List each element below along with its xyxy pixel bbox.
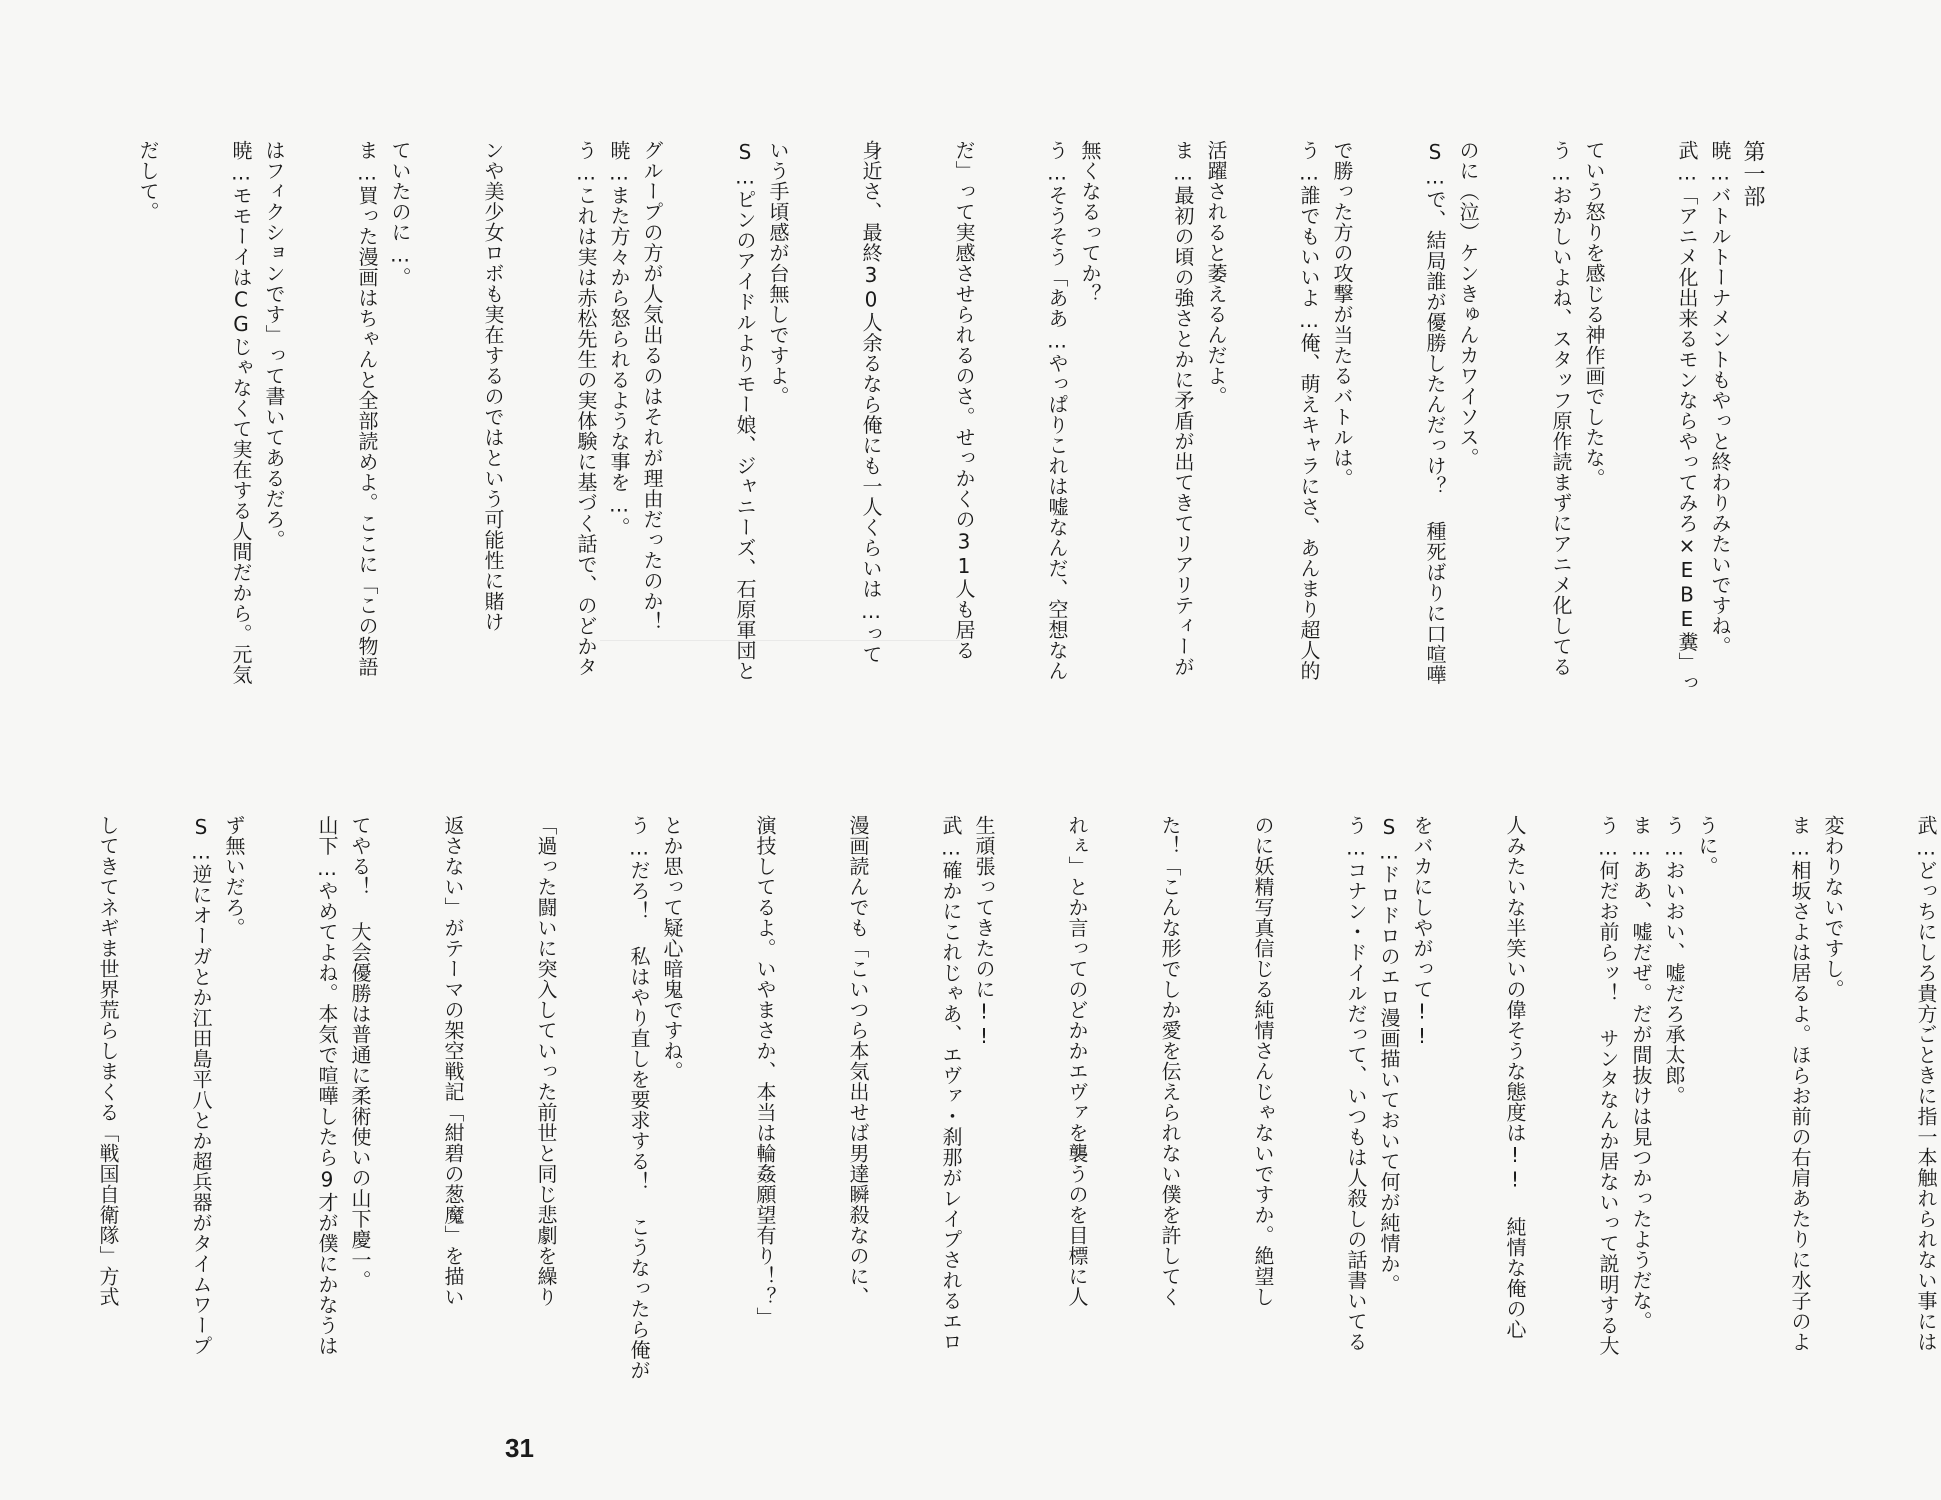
- section-title: 第一部: [1740, 140, 1765, 208]
- dialogue-line: S…で、結局誰が優勝したんだっけ？ 種死ばりに口喧嘩: [1423, 140, 1447, 685]
- dialogue-line: 暁…また方々から怒られるような事を…。: [607, 140, 631, 538]
- dialogue-line: ま…最初の頃の強さとかに矛盾が出てきてリアリティーが: [1171, 140, 1195, 677]
- dialogue-line: いう手頃感が台無しですよ。: [766, 140, 790, 407]
- dialogue-line: 山下…やめてよね。本気で喧嘩したら9才が僕にかなうは: [315, 815, 339, 1356]
- dialogue-line: た！「こんな形でしか愛を伝えられない僕を許してく: [1158, 815, 1182, 1307]
- dialogue-section-top: [130, 140, 1768, 740]
- dialogue-line: だ」って実感させられるのさ。せっかくの31人も居る: [952, 140, 976, 661]
- dialogue-line: ま…買った漫画はちゃんと全部読めよ。ここに「この物語: [355, 140, 379, 677]
- dialogue-line: で勝った方の攻撃が当たるバトルは。: [1330, 140, 1354, 489]
- dialogue-line: 返さない」がテーマの架空戦記「紺碧の葱魔」を描い: [441, 815, 465, 1307]
- dialogue-line: う…だろ！ 私はやり直しを要求する！ こうなったら俺が: [627, 815, 651, 1381]
- dialogue-line: 生頑張ってきたのに!!: [972, 815, 996, 1049]
- dialogue-line: 無くなるってか？: [1078, 140, 1102, 304]
- dialogue-line: とか思って疑心暗鬼ですね。: [660, 815, 684, 1082]
- dialogue-line: てやる！ 大会優勝は普通に柔術使いの山下慶一。: [348, 815, 372, 1291]
- dialogue-line: ンや美少女ロボも実在するのではという可能性に賭け: [481, 140, 505, 632]
- dialogue-line: うに。: [1695, 815, 1719, 877]
- dialogue-line: う…おかしいよね、スタッフ原作読まずにアニメ化してる: [1549, 140, 1573, 677]
- dialogue-line: S…ピンのアイドルよりモー娘、ジャニーズ、石原軍団と: [733, 140, 757, 681]
- dialogue-line: 活躍されると萎えるんだよ。: [1204, 140, 1228, 407]
- dialogue-line: う…誰でもいいよ…俺、萌えキャラにさ、あんまり超人的: [1297, 140, 1321, 681]
- dialogue-line: のに（泣）ケンきゅんカワイソス。: [1456, 140, 1480, 468]
- dialogue-line: 武…どっちにしろ貴方ごときに指一本触れられない事には: [1914, 815, 1938, 1352]
- dialogue-line: S…ドロドロのエロ漫画描いておいて何が純情か。: [1377, 815, 1401, 1295]
- dialogue-line: S…逆にオーガとか江田島平八とか超兵器がタイムワープ: [189, 815, 213, 1356]
- dialogue-line: 暁…モモーイはCGじゃなくて実在する人間だから。元気: [229, 140, 253, 685]
- dialogue-line: 武…確かにこれじゃあ、エヴァ・刹那がレイプされるエロ: [939, 815, 963, 1352]
- dialogue-line: ま…ああ、嘘だぜ。だが間抜けは見つかったようだな。: [1629, 815, 1653, 1332]
- dialogue-line: のに妖精写真信じる純情さんじゃないですか。絶望し: [1251, 815, 1275, 1307]
- dialogue-line: をバカにしやがって!!: [1410, 815, 1434, 1049]
- dialogue-section-bottom: [90, 815, 1941, 1415]
- dialogue-line: う…コナン・ドイルだって、いつもは人殺しの話書いてる: [1344, 815, 1368, 1352]
- dialogue-line: れぇ」とか言ってのどかかエヴァを襲うのを目標に人: [1065, 815, 1089, 1307]
- dialogue-line: ず無いだろ。: [222, 815, 246, 938]
- dialogue-line: 「過った闘いに突入していった前世と同じ悲劇を繰り: [534, 815, 558, 1307]
- dialogue-line: う…これは実は赤松先生の実体験に基づく話で、のどかタ: [574, 140, 598, 677]
- dialogue-line: 演技してるよ。いやまさか、本当は輪姦願望有り！？」: [753, 815, 777, 1328]
- dialogue-line: はフィクションです」って書いてあるだろ。: [262, 140, 286, 550]
- dialogue-line: グループの方が人気出るのはそれが理由だったのか！: [640, 140, 664, 632]
- dialogue-line: 武…「アニメ化出来るモンならやってみろ×EBE糞」っ: [1675, 140, 1699, 693]
- dialogue-line: してきてネギま世界荒らしまくる「戦国自衛隊」方式: [96, 815, 120, 1307]
- dialogue-line: ていたのに…。: [388, 140, 412, 288]
- dialogue-line: だして。: [136, 140, 160, 222]
- page-number: 31: [505, 1433, 534, 1463]
- dialogue-line: 暁…バトルトーナメントもやっと終わりみたいですね。: [1708, 140, 1732, 657]
- dialogue-line: 変わりないですし。: [1821, 815, 1845, 1000]
- dialogue-line: ま…相坂さよは居るよ。ほらお前の右肩あたりに水子のよ: [1788, 815, 1812, 1352]
- dialogue-line: う…そうそう「ああ…やっぱりこれは嘘なんだ、空想なん: [1045, 140, 1069, 681]
- dialogue-line: う…おいおい、嘘だろ承太郎。: [1662, 815, 1686, 1106]
- dialogue-line: う…何だお前らッ！ サンタなんか居ないって説明する大: [1596, 815, 1620, 1356]
- dialogue-line: 人みたいな半笑いの偉そうな態度は!! 純情な俺の心: [1503, 815, 1527, 1340]
- dialogue-line: 漫画読んでも「こいつら本気出せば男達瞬殺なのに、: [846, 815, 870, 1307]
- dialogue-line: 身近さ、最終30人余るなら俺にも一人くらいは…って: [859, 140, 883, 665]
- dialogue-line: ていう怒りを感じる神作画でしたな。: [1582, 140, 1606, 489]
